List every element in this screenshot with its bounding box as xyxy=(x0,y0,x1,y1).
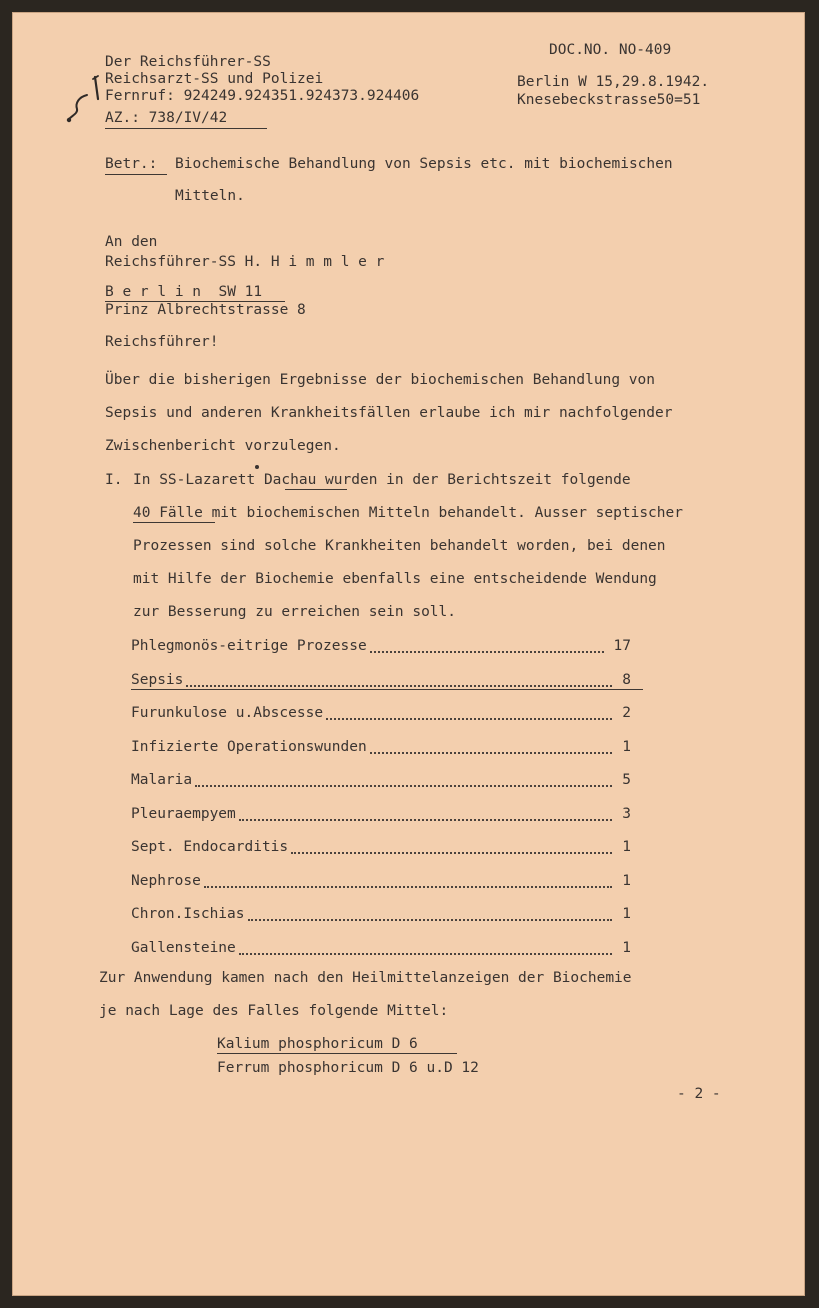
place-date: Berlin W 15,29.8.1942. xyxy=(517,74,710,90)
org-line-1: Der Reichsführer-SS xyxy=(105,54,271,70)
dachau-underline xyxy=(285,489,347,490)
dot-leader xyxy=(326,718,612,720)
case-label: Infizierte Operationswunden xyxy=(131,739,367,755)
section-number: I. xyxy=(105,472,123,488)
case-count-underline xyxy=(133,522,215,523)
dot-leader xyxy=(239,819,612,821)
case-count: 1 xyxy=(622,940,631,956)
remedies-intro-line-1: Zur Anwendung kamen nach den Heilmittelanzeigen der Biochemie xyxy=(99,970,632,986)
remedy-1: Kalium phosphoricum D 6 xyxy=(217,1036,418,1052)
section-line-5: zur Besserung zu erreichen sein soll. xyxy=(133,604,457,620)
dot-leader xyxy=(291,852,612,854)
dot-leader xyxy=(370,752,612,754)
case-label: Sept. Endocarditis xyxy=(131,839,289,855)
phone-line: Fernruf: 924249.924351.924373.924406 xyxy=(105,88,420,104)
case-count: 1 xyxy=(622,839,631,855)
case-count: 1 xyxy=(622,873,631,889)
sender-street: Knesebeckstrasse50=51 xyxy=(517,92,701,108)
case-label: Chron.Ischias xyxy=(131,906,245,922)
page-number: - 2 - xyxy=(677,1086,721,1102)
dot-leader xyxy=(239,953,612,955)
case-label: Sepsis xyxy=(131,672,184,688)
address-street: Prinz Albrechtstrasse 8 xyxy=(105,302,306,318)
intro-line-1: Über die bisherigen Ergebnisse der biochemischen Behandlung von xyxy=(105,372,655,388)
case-label: Nephrose xyxy=(131,873,201,889)
address-city: B e r l i n SW 11 xyxy=(105,284,263,300)
case-count: 5 xyxy=(622,772,631,788)
case-count: 1 xyxy=(622,906,631,922)
subject-line-2: Mitteln. xyxy=(175,188,245,204)
subject-label-underline xyxy=(105,174,167,175)
remedy-2: Ferrum phosphoricum D 6 u.D 12 xyxy=(217,1060,479,1076)
file-reference-underline xyxy=(105,128,267,129)
case-count: 17 xyxy=(613,638,631,654)
case-count: 1 xyxy=(622,739,631,755)
case-label: Furunkulose u.Abscesse xyxy=(131,705,324,721)
intro-line-3: Zwischenbericht vorzulegen. xyxy=(105,438,341,454)
doc-number: DOC.NO. NO-409 xyxy=(549,42,672,58)
org-line-2: Reichsarzt-SS und Polizei xyxy=(105,71,324,87)
document-page xyxy=(12,12,805,1296)
address-line-2: Reichsführer-SS H. H i m m l e r xyxy=(105,254,385,270)
case-label: Pleuraempyem xyxy=(131,806,236,822)
remedy-1-underline xyxy=(217,1053,457,1054)
case-count: 2 xyxy=(622,705,631,721)
section-line-2: 40 Fälle mit biochemischen Mitteln behandelt. Ausser septischer xyxy=(133,505,683,521)
case-count: 8 xyxy=(622,672,631,688)
dot-leader xyxy=(248,919,612,921)
subject-label: Betr.: xyxy=(105,156,158,172)
file-reference: AZ.: 738/IV/42 xyxy=(105,110,228,126)
section-line-4: mit Hilfe der Biochemie ebenfalls eine entscheidende Wendung xyxy=(133,571,657,587)
sepsis-underline xyxy=(131,689,643,690)
case-label: Gallensteine xyxy=(131,940,236,956)
section-line-1: In SS-Lazarett Dachau wurden in der Berichtszeit folgende xyxy=(133,472,631,488)
dot-leader xyxy=(195,785,612,787)
case-count: 3 xyxy=(622,806,631,822)
case-label: Phlegmonös-eitrige Prozesse xyxy=(131,638,367,654)
pencil-tick xyxy=(255,465,259,469)
salutation: Reichsführer! xyxy=(105,334,219,350)
intro-line-2: Sepsis und anderen Krankheitsfällen erlaube ich mir nachfolgender xyxy=(105,405,673,421)
case-label: Malaria xyxy=(131,772,193,788)
remedies-intro-line-2: je nach Lage des Falles folgende Mittel: xyxy=(99,1003,449,1019)
dot-leader xyxy=(370,651,604,653)
dot-leader xyxy=(204,886,612,888)
subject-line-1: Biochemische Behandlung von Sepsis etc. mit biochemischen xyxy=(175,156,673,172)
dot-leader xyxy=(186,685,612,687)
section-line-3: Prozessen sind solche Krankheiten behandelt worden, bei denen xyxy=(133,538,666,554)
address-line-1: An den xyxy=(105,234,158,250)
handwritten-mark xyxy=(65,73,109,129)
